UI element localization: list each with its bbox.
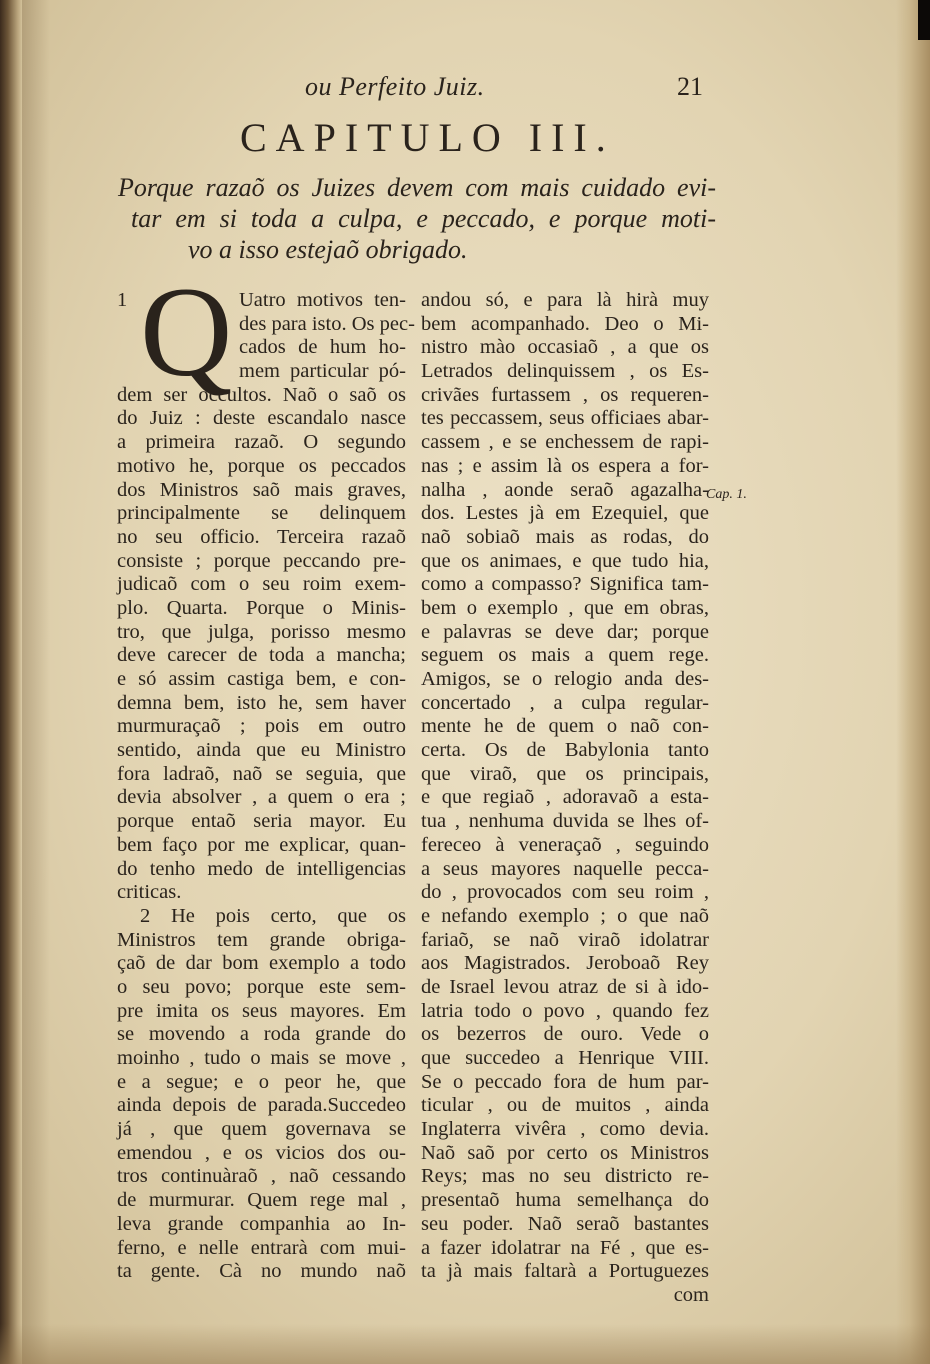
text-line: andou só, e para là hirà muy (421, 289, 709, 311)
text-line: deve carecer de toda a mancha; (117, 644, 406, 667)
text-line: Amigos, se o relogio anda des- (421, 668, 709, 690)
text-line: mente he de quem o naõ con- (421, 715, 709, 738)
text-line: porque entaõ seria mayor. Eu (117, 810, 406, 833)
text-line: no seu officio. Terceira razaõ (117, 525, 406, 548)
drop-cap: Q (140, 261, 233, 403)
text-line: 2 He pois certo, que os (140, 904, 406, 927)
text-line: e nefando exemplo ; o que naõ (421, 904, 709, 927)
subtitle-line: tar em si toda a culpa, e peccado, e porque moti- (131, 204, 716, 233)
text-line: Ministros tem grande obriga- (117, 928, 406, 951)
text-line: a primeira razaõ. O segundo (117, 431, 406, 454)
text-line: bem acompanhado. Deo o Mi- (421, 312, 709, 335)
text-line: concertado , a culpa regular- (421, 691, 709, 714)
text-line: nalha , aonde seraõ agazalha- (421, 478, 709, 501)
text-line: emendou , e os vicios dos ou- (117, 1141, 406, 1164)
text-line: já , que quem governava se (117, 1118, 406, 1141)
text-line: seu poder. Naõ seraõ bastantes (421, 1212, 709, 1235)
text-line: latria todo o povo , quando fez (421, 999, 709, 1022)
text-line: çaõ de dar bom exemplo a todo (117, 952, 406, 975)
binding-gradient (22, 0, 50, 1364)
text-line: Naõ saõ por certo os Ministros (421, 1141, 709, 1164)
text-line: certa. Os de Babylonia tanto (421, 739, 709, 762)
text-line: o seu povo; porque este sem- (117, 975, 406, 998)
text-line: ticular , ou de muitos , ainda (421, 1094, 709, 1117)
text-line: demna bem, isto he, sem haver (117, 691, 406, 714)
text-line: leva grande companhia ao In- (117, 1212, 406, 1235)
text-line: dos. Lestes jà em Ezequiel, que (421, 502, 709, 525)
page-edge-shadow (896, 0, 930, 1364)
text-line: a seus mayores naquelle pecca- (421, 857, 709, 880)
text-line: motivo he, porque os peccados (117, 454, 406, 477)
text-line: tro, que julga, porisso mesmo (117, 620, 406, 643)
text-line: e palavras se deve dar; porque (421, 620, 709, 643)
text-line: ta jà mais faltarà a Portuguezes (421, 1260, 709, 1283)
text-line: e a segue; e o peor he, que (117, 1070, 406, 1093)
text-line: nistro mào occasiaõ , a que os (421, 336, 709, 359)
text-line: fariaõ, se naõ viraõ idolatrar (421, 928, 709, 951)
text-line: de murmurar. Quem rege mal , (117, 1189, 406, 1212)
left-text-column (117, 289, 415, 1284)
text-line: principalmente se delinquem (117, 502, 406, 525)
text-line: aos Magistrados. Jeroboaõ Rey (421, 952, 709, 975)
text-line: do tenho medo de intelligencias (117, 857, 406, 880)
text-line: Reys; mas no seu districto re- (421, 1165, 709, 1188)
text-line: tros continuàraõ , naõ cessando (117, 1165, 406, 1188)
text-line: Letrados delinquissem , os Es- (421, 360, 709, 383)
text-line: bem faço por me explicar, quan- (117, 833, 406, 856)
chapter-subtitle (118, 172, 716, 265)
text-line: fereceo à veneraçaõ , seguindo (421, 833, 709, 856)
margin-note: Cap. 1. (706, 487, 747, 502)
text-line: ferno, e nelle entrarà com mui- (117, 1236, 406, 1259)
text-line: fora ladraõ, naõ se seguia, que (117, 762, 406, 785)
text-line: de Israel levou atraz de si à ido- (421, 975, 709, 998)
text-line: como a compasso? Significa tam- (421, 573, 709, 596)
text-line: que viraõ, que os principais, (421, 762, 709, 785)
text-line: moinho , tudo o mais se move , (117, 1047, 406, 1069)
text-line: do , provocados com seu roim , (421, 881, 709, 904)
text-line: presentaõ huma semelhança do (421, 1189, 709, 1212)
subtitle-line: Porque razaõ os Juizes devem com mais cuidado evi- (118, 173, 716, 202)
chapter-title: CAPITULO III. (240, 115, 615, 160)
text-line: a fazer idolatrar na Fé , que es- (421, 1236, 709, 1259)
text-line: e que regiaõ , adoravaõ a esta- (421, 786, 709, 809)
text-line: Inglaterra vivêra , como devia. (421, 1118, 709, 1141)
text-line: consiste ; porque peccando pre- (117, 549, 406, 572)
text-line: dos Ministros saõ mais graves, (117, 478, 406, 501)
text-line: se movendo a roda grande do (117, 1023, 406, 1046)
subtitle-line: vo a isso estejaõ obrigado. (188, 235, 468, 264)
page-bottom-shadow (0, 1324, 930, 1364)
binding-shadow (0, 0, 22, 1364)
right-text-column (421, 289, 709, 1308)
text-line: Se o peccado fora de hum par- (421, 1070, 709, 1093)
page-number: 21 (677, 72, 703, 101)
text-line: dem ser occultos. Naõ o saõ os (117, 383, 406, 406)
text-line: plo. Quarta. Porque o Minis- (117, 596, 406, 619)
text-line: nas ; e assim là os espera a for- (421, 454, 709, 477)
page-corner (918, 0, 930, 40)
text-line: que succedeo a Henrique VIII. (421, 1047, 709, 1069)
text-line: murmuraçaõ ; pois em outro (117, 715, 406, 738)
text-line: e só assim castiga bem, e con- (117, 668, 406, 690)
text-line: bem o exemplo , que em obras, (421, 596, 709, 619)
text-line: judicaõ com o seu roim exem- (117, 573, 406, 596)
text-line: cassem , e se enchessem de rapi- (421, 431, 709, 454)
running-head: ou Perfeito Juiz. (305, 72, 485, 101)
text-line: que os animaes, e que tudo hia, (421, 549, 709, 572)
text-line: tes peccassem, seus officiaes abar- (421, 407, 709, 430)
text-line: seguem os mais a quem rege. (421, 644, 709, 667)
text-line: pre imita os seus mayores. Em (117, 999, 406, 1022)
text-line: devia absolver , a quem o era ; (117, 786, 406, 809)
text-line: ta gente. Cà no mundo naõ (117, 1260, 406, 1283)
text-line: crivães furtassem , os requeren- (421, 383, 709, 406)
text-line: sentido, ainda que eu Ministro (117, 739, 406, 762)
paragraph-number: 1 (117, 289, 128, 311)
text-line: des para isto. Os pec- (239, 312, 415, 335)
text-line: criticas. (117, 881, 182, 904)
text-line: mem particular pó- (239, 360, 406, 383)
text-line: Uatro motivos ten- (239, 289, 406, 311)
text-line: ainda depois de parada.Succedeo (117, 1094, 406, 1117)
text-line: tua , nenhuma duvida se lhes of- (421, 810, 709, 833)
text-line: com (673, 1283, 709, 1306)
text-line: naõ sobiaõ mais as rodas, do (421, 525, 709, 548)
text-line: cados de hum ho- (239, 336, 406, 359)
text-line: os bezerros de ouro. Vede o (421, 1023, 709, 1046)
text-line: do Juiz : deste escandalo nasce (117, 407, 406, 430)
